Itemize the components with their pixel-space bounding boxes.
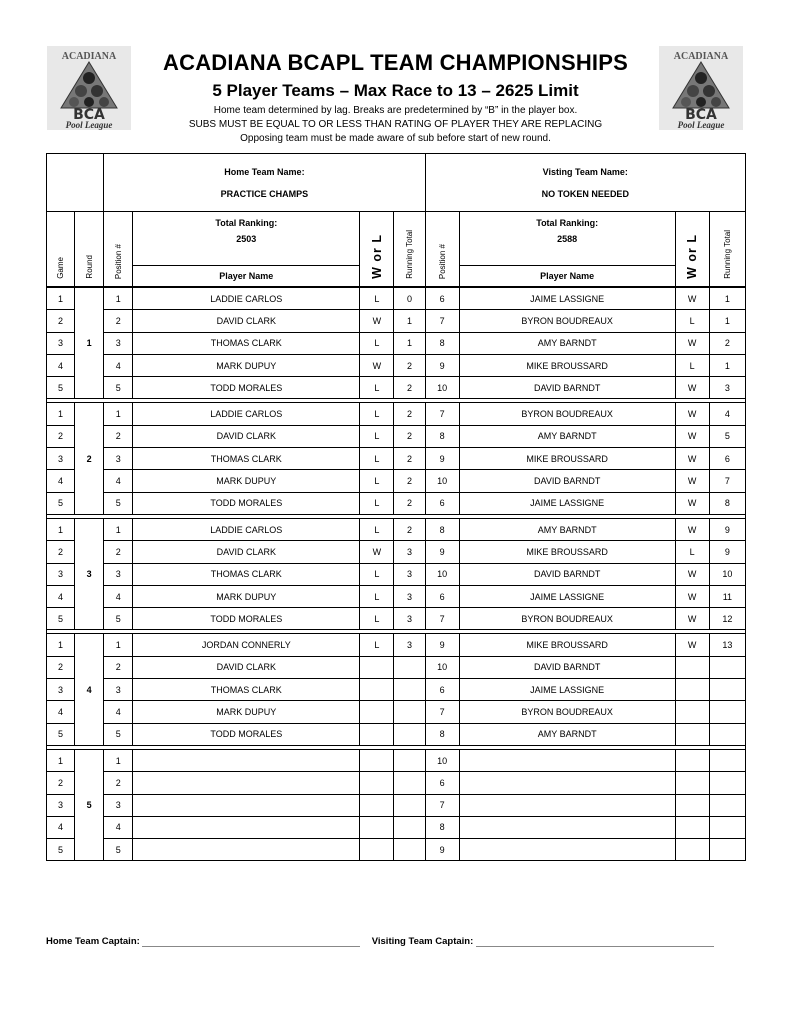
visitor-player-name[interactable]: AMY BARNDT bbox=[459, 332, 675, 354]
visitor-win-loss[interactable] bbox=[675, 701, 709, 723]
home-running-total[interactable]: 2 bbox=[394, 492, 425, 514]
visitor-player-name[interactable]: DAVID BARNDT bbox=[459, 470, 675, 492]
visitor-player-name[interactable]: BYRON BOUDREAUX bbox=[459, 701, 675, 723]
game-number: 4 bbox=[47, 585, 75, 607]
home-running-total[interactable] bbox=[394, 794, 425, 816]
svg-text:BCA: BCA bbox=[73, 107, 105, 123]
visitor-running-total[interactable] bbox=[709, 701, 745, 723]
home-running-total[interactable] bbox=[394, 656, 425, 678]
visitor-position: 9 bbox=[425, 354, 459, 376]
game-row bbox=[47, 288, 746, 310]
visitor-position: 9 bbox=[425, 634, 459, 656]
visitor-running-total[interactable] bbox=[709, 656, 745, 678]
home-position: 2 bbox=[104, 425, 133, 447]
home-running-total[interactable]: 3 bbox=[394, 634, 425, 656]
home-running-total[interactable] bbox=[394, 723, 425, 745]
home-running-total[interactable]: 2 bbox=[394, 425, 425, 447]
home-running-total[interactable]: 1 bbox=[394, 332, 425, 354]
visitor-win-loss[interactable]: W bbox=[675, 403, 709, 425]
svg-text:BCA: BCA bbox=[685, 107, 717, 123]
home-win-loss[interactable] bbox=[360, 701, 394, 723]
game-number: 5 bbox=[47, 492, 75, 514]
game-number: 1 bbox=[47, 634, 75, 656]
visitor-position: 6 bbox=[425, 585, 459, 607]
visitor-position: 7 bbox=[425, 403, 459, 425]
home-running-total[interactable]: 2 bbox=[394, 377, 425, 399]
game-number: 1 bbox=[47, 749, 75, 771]
game-row bbox=[47, 816, 746, 838]
home-position: 3 bbox=[104, 563, 133, 585]
visitor-running-total[interactable]: 2 bbox=[709, 332, 745, 354]
visitor-win-loss[interactable]: W bbox=[675, 425, 709, 447]
home-position: 5 bbox=[104, 608, 133, 630]
visitor-win-loss[interactable]: W bbox=[675, 470, 709, 492]
home-running-total[interactable]: 2 bbox=[394, 448, 425, 470]
game-number: 1 bbox=[47, 288, 75, 310]
home-running-total[interactable] bbox=[394, 816, 425, 838]
visitor-position: 6 bbox=[425, 288, 459, 310]
home-position: 4 bbox=[104, 816, 133, 838]
visitor-running-total[interactable] bbox=[709, 839, 745, 861]
game-number: 5 bbox=[47, 723, 75, 745]
home-player-name[interactable] bbox=[133, 794, 360, 816]
visitor-position: 7 bbox=[425, 794, 459, 816]
home-team-header bbox=[104, 154, 425, 212]
visitor-running-total[interactable]: 7 bbox=[709, 470, 745, 492]
game-number: 3 bbox=[47, 679, 75, 701]
visitor-win-loss[interactable]: W bbox=[675, 608, 709, 630]
visitor-win-loss[interactable]: W bbox=[675, 585, 709, 607]
visitor-player-name[interactable]: MIKE BROUSSARD bbox=[459, 354, 675, 376]
home-win-loss[interactable] bbox=[360, 723, 394, 745]
home-position: 3 bbox=[104, 448, 133, 470]
captain-signatures bbox=[46, 936, 746, 947]
visitor-position: 8 bbox=[425, 518, 459, 540]
svg-text:ACADIANA: ACADIANA bbox=[673, 51, 729, 62]
home-player-name[interactable] bbox=[133, 816, 360, 838]
visitor-position: 9 bbox=[425, 541, 459, 563]
home-position: 3 bbox=[104, 332, 133, 354]
home-player-name[interactable]: LADDIE CARLOS bbox=[133, 403, 360, 425]
col-header-visitor-wl: W or L bbox=[675, 212, 709, 287]
visitor-position: 7 bbox=[425, 701, 459, 723]
rule-note-subs: SUBS MUST BE EQUAL TO OR LESS THAN RATING OF PLAYER THEY ARE REPLACING bbox=[188, 119, 603, 130]
home-team-name-label: Home Team Name: bbox=[224, 166, 305, 177]
visitor-running-total[interactable]: 9 bbox=[709, 541, 745, 563]
visitor-player-name[interactable] bbox=[459, 772, 675, 794]
visitor-win-loss[interactable]: W bbox=[675, 518, 709, 540]
game-row bbox=[47, 723, 746, 745]
visitor-running-total[interactable]: 10 bbox=[709, 563, 745, 585]
home-win-loss[interactable]: L bbox=[360, 518, 394, 540]
game-row bbox=[47, 839, 746, 861]
home-win-loss[interactable]: L bbox=[360, 634, 394, 656]
home-running-total[interactable]: 2 bbox=[394, 403, 425, 425]
home-win-loss[interactable]: L bbox=[360, 470, 394, 492]
home-running-total[interactable]: 3 bbox=[394, 563, 425, 585]
game-number: 3 bbox=[47, 794, 75, 816]
home-player-name[interactable]: TODD MORALES bbox=[133, 608, 360, 630]
home-player-name[interactable] bbox=[133, 839, 360, 861]
home-position: 4 bbox=[104, 470, 133, 492]
home-running-total[interactable]: 2 bbox=[394, 518, 425, 540]
visitor-player-name[interactable]: DAVID BARNDT bbox=[459, 656, 675, 678]
round-number: 1 bbox=[75, 288, 104, 399]
visitor-player-name[interactable]: MIKE BROUSSARD bbox=[459, 448, 675, 470]
round-number: 4 bbox=[75, 634, 104, 745]
game-row bbox=[47, 563, 746, 585]
visitor-player-name[interactable] bbox=[459, 839, 675, 861]
home-running-total[interactable]: 3 bbox=[394, 541, 425, 563]
visitor-running-total[interactable]: 11 bbox=[709, 585, 745, 607]
home-player-name[interactable]: MARK DUPUY bbox=[133, 470, 360, 492]
home-running-total[interactable]: 3 bbox=[394, 585, 425, 607]
home-win-loss[interactable]: W bbox=[360, 310, 394, 332]
home-win-loss[interactable] bbox=[360, 656, 394, 678]
game-row bbox=[47, 701, 746, 723]
visitor-player-name[interactable]: AMY BARNDT bbox=[459, 518, 675, 540]
visitor-position: 7 bbox=[425, 310, 459, 332]
visitor-total-ranking: Total Ranking: 2588 bbox=[459, 212, 675, 266]
visitor-player-name[interactable] bbox=[459, 749, 675, 771]
visitor-player-name[interactable]: AMY BARNDT bbox=[459, 425, 675, 447]
home-running-total[interactable] bbox=[394, 839, 425, 861]
home-position: 2 bbox=[104, 541, 133, 563]
home-player-name[interactable]: THOMAS CLARK bbox=[133, 448, 360, 470]
visitor-position: 8 bbox=[425, 425, 459, 447]
home-running-total[interactable]: 3 bbox=[394, 608, 425, 630]
game-number: 2 bbox=[47, 310, 75, 332]
col-header-visitor-position: Position # bbox=[425, 212, 459, 287]
home-player-name[interactable]: LADDIE CARLOS bbox=[133, 288, 360, 310]
visitor-running-total[interactable] bbox=[709, 723, 745, 745]
game-number: 1 bbox=[47, 518, 75, 540]
home-win-loss[interactable]: L bbox=[360, 492, 394, 514]
game-number: 3 bbox=[47, 448, 75, 470]
visitor-win-loss[interactable]: W bbox=[675, 492, 709, 514]
visitor-running-total[interactable]: 12 bbox=[709, 608, 745, 630]
visitor-player-name[interactable]: MIKE BROUSSARD bbox=[459, 541, 675, 563]
rule-note-notify: Opposing team must be made aware of sub before start of new round. bbox=[240, 133, 551, 144]
visitor-running-total[interactable]: 1 bbox=[709, 288, 745, 310]
visitor-running-total[interactable]: 9 bbox=[709, 518, 745, 540]
visitor-position: 10 bbox=[425, 563, 459, 585]
home-player-name[interactable]: LADDIE CARLOS bbox=[133, 518, 360, 540]
col-header-round: Round bbox=[75, 212, 104, 287]
home-win-loss[interactable]: L bbox=[360, 563, 394, 585]
home-player-name[interactable]: MARK DUPUY bbox=[133, 585, 360, 607]
home-position: 5 bbox=[104, 723, 133, 745]
home-total-ranking: Total Ranking: 2503 bbox=[133, 212, 360, 266]
home-player-name[interactable]: THOMAS CLARK bbox=[133, 563, 360, 585]
game-row bbox=[47, 354, 746, 376]
game-row bbox=[47, 608, 746, 630]
home-win-loss[interactable]: L bbox=[360, 585, 394, 607]
score-sheet-table bbox=[46, 153, 746, 861]
visitor-position: 8 bbox=[425, 332, 459, 354]
visitor-player-name[interactable]: DAVID BARNDT bbox=[459, 377, 675, 399]
game-row bbox=[47, 541, 746, 563]
game-row bbox=[47, 492, 746, 514]
home-player-name[interactable]: DAVID CLARK bbox=[133, 656, 360, 678]
visitor-running-total[interactable]: 8 bbox=[709, 492, 745, 514]
visitor-position: 9 bbox=[425, 448, 459, 470]
visitor-win-loss[interactable] bbox=[675, 772, 709, 794]
game-row bbox=[47, 679, 746, 701]
game-row bbox=[47, 634, 746, 656]
visitor-position: 8 bbox=[425, 816, 459, 838]
visiting-captain-signature-line[interactable] bbox=[476, 936, 714, 947]
col-header-home-wl: W or L bbox=[360, 212, 394, 287]
visiting-team-name-label: Visting Team Name: bbox=[542, 166, 628, 177]
game-number: 3 bbox=[47, 332, 75, 354]
visitor-player-name[interactable] bbox=[459, 794, 675, 816]
home-position: 1 bbox=[104, 288, 133, 310]
round-number: 3 bbox=[75, 518, 104, 629]
game-row bbox=[47, 377, 746, 399]
visitor-player-name[interactable]: DAVID BARNDT bbox=[459, 563, 675, 585]
visitor-running-total[interactable]: 6 bbox=[709, 448, 745, 470]
home-position: 5 bbox=[104, 492, 133, 514]
visitor-running-total[interactable] bbox=[709, 679, 745, 701]
game-row bbox=[47, 518, 746, 540]
visitor-player-name[interactable]: JAIME LASSIGNE bbox=[459, 585, 675, 607]
svg-text:Pool League: Pool League bbox=[65, 120, 113, 130]
visiting-team-header bbox=[425, 154, 745, 212]
home-win-loss[interactable]: L bbox=[360, 403, 394, 425]
rule-note-lag: Home team determined by lag. Breaks are predetermined by “B” in the player box. bbox=[213, 105, 578, 116]
home-running-total[interactable]: 1 bbox=[394, 310, 425, 332]
home-win-loss[interactable]: L bbox=[360, 377, 394, 399]
home-win-loss[interactable] bbox=[360, 794, 394, 816]
game-row bbox=[47, 448, 746, 470]
home-player-name[interactable]: TODD MORALES bbox=[133, 377, 360, 399]
game-row bbox=[47, 310, 746, 332]
home-running-total[interactable] bbox=[394, 749, 425, 771]
game-row bbox=[47, 656, 746, 678]
visitor-running-total[interactable] bbox=[709, 749, 745, 771]
blank-header-cell bbox=[47, 154, 104, 212]
col-header-game: Game bbox=[47, 212, 75, 287]
col-header-visitor-running-total: Running Total bbox=[709, 212, 745, 287]
visitor-position: 10 bbox=[425, 377, 459, 399]
home-position: 1 bbox=[104, 749, 133, 771]
visitor-running-total[interactable]: 3 bbox=[709, 377, 745, 399]
visitor-running-total[interactable]: 13 bbox=[709, 634, 745, 656]
visitor-position: 9 bbox=[425, 839, 459, 861]
home-player-name[interactable]: DAVID CLARK bbox=[133, 541, 360, 563]
visitor-player-name[interactable]: BYRON BOUDREAUX bbox=[459, 310, 675, 332]
visitor-player-name[interactable] bbox=[459, 816, 675, 838]
game-number: 5 bbox=[47, 608, 75, 630]
home-position: 1 bbox=[104, 634, 133, 656]
home-player-name[interactable]: THOMAS CLARK bbox=[133, 679, 360, 701]
game-row bbox=[47, 749, 746, 771]
visitor-player-name[interactable]: JAIME LASSIGNE bbox=[459, 679, 675, 701]
game-number: 4 bbox=[47, 354, 75, 376]
page-title: ACADIANA BCAPL TEAM CHAMPIONSHIPS bbox=[163, 50, 628, 75]
game-number: 5 bbox=[47, 839, 75, 861]
home-player-name[interactable]: DAVID CLARK bbox=[133, 425, 360, 447]
visitor-running-total[interactable]: 1 bbox=[709, 310, 745, 332]
home-position: 2 bbox=[104, 656, 133, 678]
visitor-win-loss[interactable] bbox=[675, 749, 709, 771]
visitor-win-loss[interactable] bbox=[675, 839, 709, 861]
home-win-loss[interactable]: L bbox=[360, 425, 394, 447]
home-player-name[interactable] bbox=[133, 772, 360, 794]
visitor-player-name[interactable]: MIKE BROUSSARD bbox=[459, 634, 675, 656]
home-position: 5 bbox=[104, 839, 133, 861]
home-player-name[interactable]: TODD MORALES bbox=[133, 492, 360, 514]
home-running-total[interactable] bbox=[394, 772, 425, 794]
visitor-running-total[interactable]: 4 bbox=[709, 403, 745, 425]
visiting-captain-label: Visiting Team Captain: bbox=[371, 936, 474, 947]
visitor-ranking-value: 2588 bbox=[557, 234, 578, 244]
visitor-player-name[interactable]: BYRON BOUDREAUX bbox=[459, 403, 675, 425]
game-row bbox=[47, 425, 746, 447]
game-row bbox=[47, 403, 746, 425]
visitor-player-name[interactable]: BYRON BOUDREAUX bbox=[459, 608, 675, 630]
visitor-position: 8 bbox=[425, 723, 459, 745]
svg-text:ACADIANA: ACADIANA bbox=[61, 51, 117, 62]
home-running-total[interactable] bbox=[394, 701, 425, 723]
game-number: 2 bbox=[47, 541, 75, 563]
svg-text:Pool League: Pool League bbox=[677, 120, 725, 130]
home-running-total[interactable] bbox=[394, 679, 425, 701]
visitor-running-total[interactable] bbox=[709, 794, 745, 816]
home-running-total[interactable]: 2 bbox=[394, 470, 425, 492]
home-player-name[interactable] bbox=[133, 749, 360, 771]
visitor-player-name[interactable]: JAIME LASSIGNE bbox=[459, 492, 675, 514]
visitor-position: 6 bbox=[425, 492, 459, 514]
home-team-name: PRACTICE CHAMPS bbox=[220, 188, 309, 199]
home-captain-label: Home Team Captain: bbox=[46, 936, 140, 947]
game-number: 3 bbox=[47, 563, 75, 585]
visitor-win-loss[interactable]: W bbox=[675, 448, 709, 470]
home-win-loss[interactable]: W bbox=[360, 541, 394, 563]
game-row bbox=[47, 470, 746, 492]
game-number: 2 bbox=[47, 772, 75, 794]
visiting-team-name: NO TOKEN NEEDED bbox=[541, 188, 629, 199]
home-win-loss[interactable] bbox=[360, 679, 394, 701]
home-win-loss[interactable]: L bbox=[360, 332, 394, 354]
home-win-loss[interactable] bbox=[360, 839, 394, 861]
visitor-win-loss[interactable] bbox=[675, 816, 709, 838]
round-number: 5 bbox=[75, 749, 104, 860]
home-win-loss[interactable] bbox=[360, 749, 394, 771]
home-position: 5 bbox=[104, 377, 133, 399]
visitor-win-loss[interactable] bbox=[675, 679, 709, 701]
visitor-running-total[interactable]: 1 bbox=[709, 354, 745, 376]
home-win-loss[interactable]: L bbox=[360, 608, 394, 630]
home-position: 1 bbox=[104, 518, 133, 540]
game-row bbox=[47, 332, 746, 354]
home-position: 4 bbox=[104, 354, 133, 376]
col-header-home-player-name: Player Name bbox=[133, 266, 360, 287]
page-subtitle: 5 Player Teams – Max Race to 13 – 2625 Limit bbox=[212, 81, 579, 100]
home-position: 3 bbox=[104, 679, 133, 701]
visitor-running-total[interactable] bbox=[709, 772, 745, 794]
game-number: 2 bbox=[47, 656, 75, 678]
visitor-position: 6 bbox=[425, 772, 459, 794]
col-header-home-running-total: Running Total bbox=[394, 212, 425, 287]
game-row bbox=[47, 585, 746, 607]
home-player-name[interactable]: DAVID CLARK bbox=[133, 310, 360, 332]
visitor-win-loss[interactable]: W bbox=[675, 332, 709, 354]
visitor-position: 7 bbox=[425, 608, 459, 630]
home-captain-signature-line[interactable] bbox=[142, 936, 360, 947]
home-position: 2 bbox=[104, 310, 133, 332]
visitor-win-loss[interactable]: W bbox=[675, 377, 709, 399]
home-win-loss[interactable]: L bbox=[360, 288, 394, 310]
visitor-win-loss[interactable]: W bbox=[675, 288, 709, 310]
home-position: 4 bbox=[104, 701, 133, 723]
game-number: 2 bbox=[47, 425, 75, 447]
game-number: 5 bbox=[47, 377, 75, 399]
home-position: 1 bbox=[104, 403, 133, 425]
visitor-position: 10 bbox=[425, 470, 459, 492]
col-header-home-position: Position # bbox=[104, 212, 133, 287]
game-number: 4 bbox=[47, 470, 75, 492]
home-position: 2 bbox=[104, 772, 133, 794]
visitor-win-loss[interactable]: L bbox=[675, 541, 709, 563]
home-win-loss[interactable] bbox=[360, 816, 394, 838]
visitor-position: 10 bbox=[425, 749, 459, 771]
game-number: 4 bbox=[47, 701, 75, 723]
home-position: 3 bbox=[104, 794, 133, 816]
visitor-position: 10 bbox=[425, 656, 459, 678]
home-running-total[interactable]: 2 bbox=[394, 354, 425, 376]
home-player-name[interactable]: MARK DUPUY bbox=[133, 701, 360, 723]
home-running-total[interactable]: 0 bbox=[394, 288, 425, 310]
visitor-win-loss[interactable]: W bbox=[675, 563, 709, 585]
home-player-name[interactable]: JORDAN CONNERLY bbox=[133, 634, 360, 656]
visitor-win-loss[interactable]: L bbox=[675, 310, 709, 332]
game-row bbox=[47, 772, 746, 794]
game-number: 1 bbox=[47, 403, 75, 425]
game-row bbox=[47, 794, 746, 816]
col-header-visitor-player-name: Player Name bbox=[459, 266, 675, 287]
home-ranking-value: 2503 bbox=[236, 234, 257, 244]
visitor-win-loss[interactable] bbox=[675, 656, 709, 678]
game-number: 4 bbox=[47, 816, 75, 838]
visitor-win-loss[interactable]: W bbox=[675, 634, 709, 656]
round-number: 2 bbox=[75, 403, 104, 514]
visitor-running-total[interactable]: 5 bbox=[709, 425, 745, 447]
visitor-player-name[interactable]: JAIME LASSIGNE bbox=[459, 288, 675, 310]
visitor-position: 6 bbox=[425, 679, 459, 701]
home-win-loss[interactable]: W bbox=[360, 354, 394, 376]
home-player-name[interactable]: MARK DUPUY bbox=[133, 354, 360, 376]
visitor-win-loss[interactable] bbox=[675, 723, 709, 745]
visitor-win-loss[interactable]: L bbox=[675, 354, 709, 376]
home-position: 4 bbox=[104, 585, 133, 607]
home-player-name[interactable]: TODD MORALES bbox=[133, 723, 360, 745]
home-win-loss[interactable] bbox=[360, 772, 394, 794]
visitor-running-total[interactable] bbox=[709, 816, 745, 838]
home-player-name[interactable]: THOMAS CLARK bbox=[133, 332, 360, 354]
home-win-loss[interactable]: L bbox=[360, 448, 394, 470]
visitor-player-name[interactable]: AMY BARNDT bbox=[459, 723, 675, 745]
visitor-win-loss[interactable] bbox=[675, 794, 709, 816]
